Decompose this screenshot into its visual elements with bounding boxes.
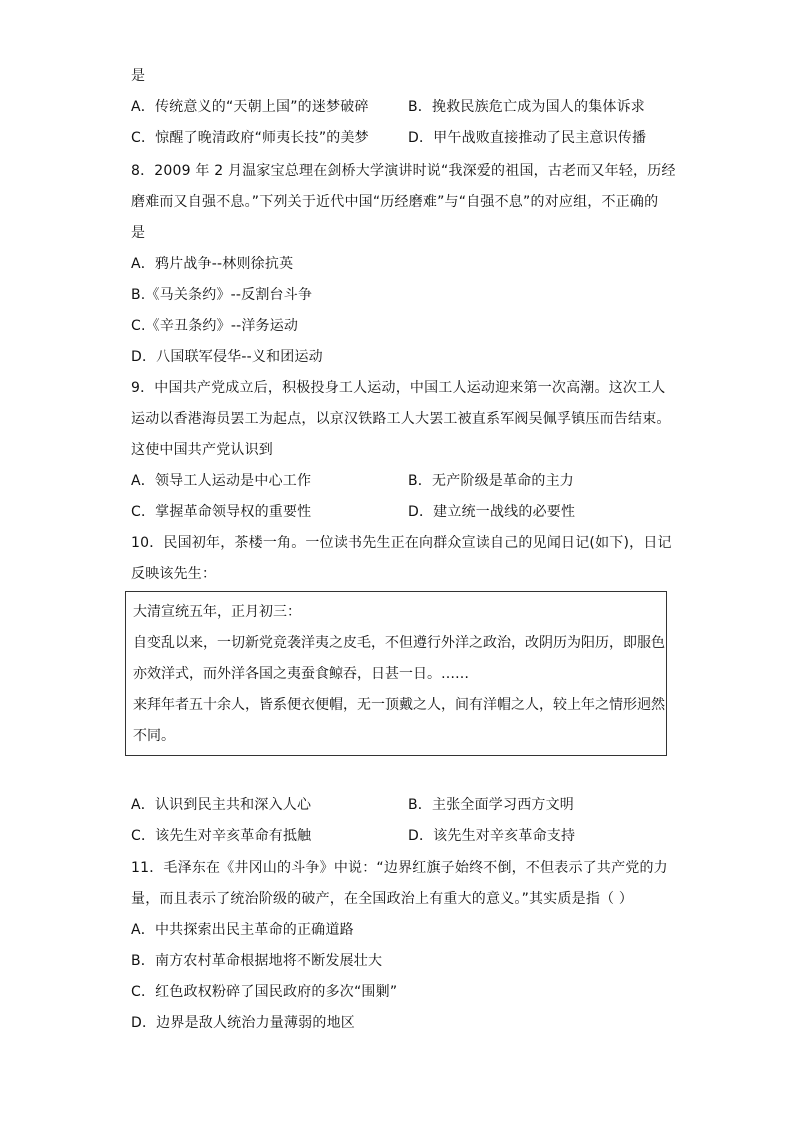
q10-option-d: D．该先生对辛亥革命支持 bbox=[408, 828, 576, 844]
q8-option-b: B.《马关条约》--反割台斗争 bbox=[131, 287, 313, 303]
q9-option-c: C．掌握革命领导权的重要性 bbox=[131, 504, 312, 520]
diary-excerpt-box bbox=[125, 591, 667, 756]
q8-option-a: A．鸦片战争--林则徐抗英 bbox=[131, 256, 294, 272]
q9-stem-line: 运动以香港海员罢工为起点，以京汉铁路工人大罢工被直系军阀吴佩孚镇压而告结束。 bbox=[131, 411, 671, 427]
diary-line: 自变乱以来，一切新党竞袭洋夷之皮毛，不但遵行外洋之政治，改阴历为阳历，即服色 bbox=[133, 635, 665, 651]
q9-option-a: A．领导工人运动是中心工作 bbox=[131, 473, 312, 489]
q7-option-a: A．传统意义的“天朝上国”的迷梦破碎 bbox=[131, 99, 369, 115]
q8-option-c: C.《辛丑条约》--洋务运动 bbox=[131, 318, 299, 334]
q7-stem-tail: 是 bbox=[131, 68, 146, 84]
q10-option-a: A．认识到民主共和深入人心 bbox=[131, 797, 312, 813]
q11-stem-line: 11．毛泽东在《井冈山的斗争》中说：“边界红旗子始终不倒，不但表示了共产党的力 bbox=[131, 860, 668, 876]
diary-line: 大清宣统五年，正月初三： bbox=[133, 604, 301, 620]
q9-option-b: B．无产阶级是革命的主力 bbox=[408, 473, 575, 489]
q7-option-d: D．甲午战败直接推动了民主意识传播 bbox=[408, 130, 647, 146]
q9-option-d: D．建立统一战线的必要性 bbox=[408, 504, 576, 520]
q10-stem-line: 反映该先生： bbox=[131, 566, 217, 582]
q11-stem-line: 量，而且表示了统治阶级的破产，在全国政治上有重大的意义。”其实质是指（ ） bbox=[131, 891, 634, 907]
q8-option-d: D．八国联军侵华--义和团运动 bbox=[131, 349, 323, 365]
q8-stem-line: 磨难而又自强不息。”下列关于近代中国“历经磨难”与“自强不息”的对应组，不正确的 bbox=[131, 194, 659, 210]
q9-stem-line: 这使中国共产党认识到 bbox=[131, 442, 273, 458]
q10-option-b: B．主张全面学习西方文明 bbox=[408, 797, 575, 813]
diary-line: 来拜年者五十余人，皆系便衣便帽，无一顶戴之人，间有洋帽之人，较上年之情形迥然 bbox=[133, 697, 665, 713]
q11-option-d: D．边界是敌人统治力量薄弱的地区 bbox=[131, 1015, 355, 1031]
q10-stem-line: 10．民国初年，茶楼一角。一位读书先生正在向群众宣读自己的见闻日记(如下)，日记 bbox=[131, 535, 672, 551]
q7-option-b: B．挽救民族危亡成为国人的集体诉求 bbox=[408, 99, 646, 115]
q9-stem-line: 9．中国共产党成立后，积极投身工人运动，中国工人运动迎来第一次高潮。这次工人 bbox=[131, 380, 666, 396]
diary-line: 亦效洋式，而外洋各国之夷蚕食鲸吞，日甚一日。…… bbox=[133, 666, 469, 682]
q8-stem-line: 是 bbox=[131, 225, 146, 241]
q7-option-c: C．惊醒了晚清政府“师夷长技”的美梦 bbox=[131, 130, 369, 146]
q10-option-c: C．该先生对辛亥革命有抵触 bbox=[131, 828, 312, 844]
q8-stem-line: 8．2009 年 2 月温家宝总理在剑桥大学演讲时说“我深爱的祖国，古老而又年轻，历经 bbox=[131, 163, 676, 179]
q11-option-a: A．中共探索出民主革命的正确道路 bbox=[131, 922, 354, 938]
q11-option-c: C．红色政权粉碎了国民政府的多次“围剿” bbox=[131, 984, 398, 1000]
diary-line: 不同。 bbox=[133, 728, 175, 744]
q11-option-b: B．南方农村革命根据地将不断发展壮大 bbox=[131, 953, 383, 969]
